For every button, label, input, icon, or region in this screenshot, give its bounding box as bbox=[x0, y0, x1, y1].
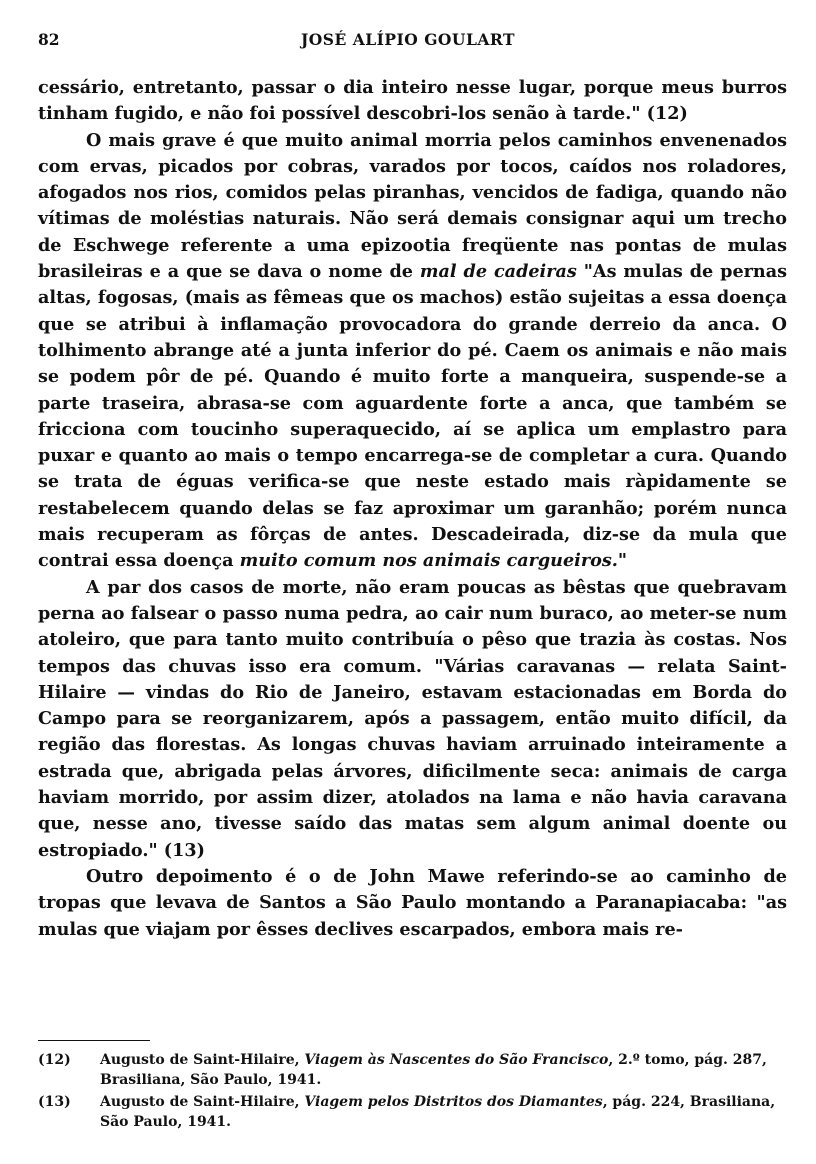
paragraph-4 bbox=[38, 864, 787, 943]
footnote-12 bbox=[38, 1050, 787, 1090]
paragraph-3 bbox=[38, 575, 787, 864]
page-number: 82 bbox=[38, 30, 60, 49]
paragraph-4-text: Outro depoimento é o de John Mawe referindo-se ao caminho de tropas que levava de Santos a São Paulo montando a Paranapiacaba: "as mulas que viajam por êsses declives escarpados, embora mais re- bbox=[38, 865, 787, 940]
footnote-13 bbox=[38, 1092, 787, 1132]
paragraph-2-text-b: "As mulas de pernas altas, fogosas, (mais as fêmeas que os machos) estão sujeitas a essa doença que se atribui à inflamação provocadora do grande derreio da anca. O tolhimento abrange até a junta inferior do pé. Caem os animais e não mais se podem pôr de pé. Quando é muito forte a manqueira, suspende-se a parte traseira, abrasa-se com aguardente forte a anca, que também se fricciona com toucinho superaquecido, aí se aplica um emplastro para puxar e quanto ao mais o tempo encarrega-se de completar a cura. Quando se trata de éguas verifica-se que neste estado mais ràpidamente se restabelecem quando delas se faz aproximar um garanhão; porém nunca mais recuperam as fôrças de antes. Descadeirada, diz-se da mula que contrai essa doença bbox=[38, 261, 788, 572]
footnote-number: (12) bbox=[38, 1052, 71, 1068]
paragraph-3-text: A par dos casos de morte, não eram poucas as bêstas que quebravam perna ao falsear o passo numa pedra, ao cair num buraco, ao meter-se num atoleiro, que para tanto muito contribuía o pêso que trazia às costas. Nos tempos das chuvas isso era comum. "Várias caravanas — relata Saint-Hilaire — vindas do Rio de Janeiro, estavam estacionadas em Borda do Campo para se reorganizarem, após a passagem, então muito difícil, da região das florestas. As longas chuvas haviam arruinado inteiramente a estrada que, abrigada pelas árvores, dificilmente seca: animais de carga haviam morrido, por assim dizer, atolados na lama e não havia caravana que, nesse ano, tivesse saído das matas sem algum animal doente ou estropiado." (13) bbox=[38, 576, 787, 861]
footnotes bbox=[38, 1050, 787, 1134]
running-title: JOSÉ ALÍPIO GOULART bbox=[300, 30, 516, 49]
body-text bbox=[38, 75, 787, 943]
footnote-text-pre: Augusto de Saint-Hilaire, bbox=[100, 1052, 305, 1068]
paragraph-2-text-c: " bbox=[617, 550, 628, 572]
paragraph-2-text-a: O mais grave é que muito animal morria pelos caminhos envenenados com ervas, picados por cobras, varados por tocos, caídos nos roladores, afogados nos rios, comidos pelas piranhas, vencidos de fadiga, quando não vítimas de moléstias naturais. Não será demais consignar aqui um trecho de Eschwege referente a uma epizootia freqüente nas pontas de mulas brasileiras e a que se dava o nome de bbox=[38, 129, 787, 283]
paragraph-2-italic-b: muito comum nos animais cargueiros. bbox=[239, 550, 618, 572]
page-header bbox=[38, 30, 778, 54]
footnote-text-pre: Augusto de Saint-Hilaire, bbox=[100, 1094, 305, 1110]
paragraph-2 bbox=[38, 128, 787, 575]
footnote-rule bbox=[38, 1040, 150, 1041]
paragraph-2-italic-a: mal de cadeiras bbox=[419, 261, 577, 283]
paragraph-1-text: cessário, entretanto, passar o dia inteiro nesse lugar, porque meus burros tinham fugido, e não foi possível descobri-los senão à tarde." (12) bbox=[38, 77, 787, 125]
paragraph-1 bbox=[38, 75, 787, 128]
footnote-book-title: Viagem pelos Distritos dos Diamantes bbox=[304, 1094, 603, 1110]
footnote-book-title: Viagem às Nascentes do São Francisco bbox=[304, 1052, 609, 1068]
footnote-text-post: , 2.º tomo, pág. 287, Brasiliana, São Paulo, 1941. bbox=[100, 1052, 767, 1088]
footnote-text-post: , pág. 224, Brasiliana, São Paulo, 1941. bbox=[100, 1094, 776, 1130]
footnote-number: (13) bbox=[38, 1094, 71, 1110]
